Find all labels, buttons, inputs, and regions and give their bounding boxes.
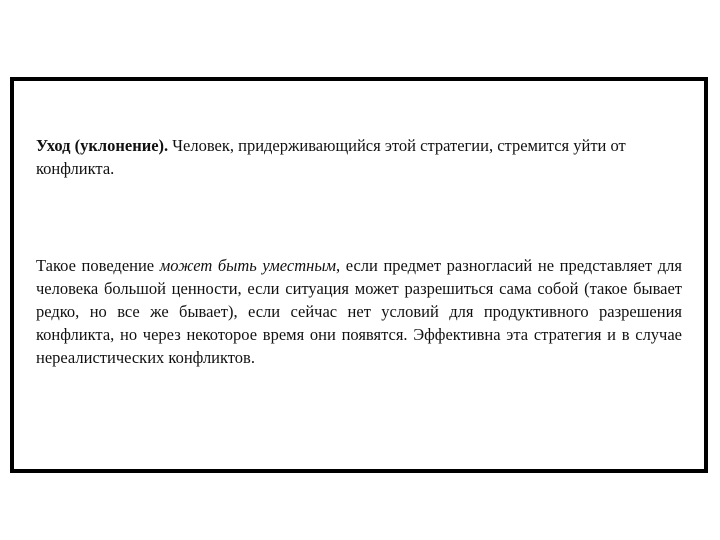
definition-text: Человек, придерживающийся этой стратегии, стремится уйти от конфликта. (36, 136, 626, 178)
paragraph-usage (36, 254, 682, 369)
usage-emphasis: может быть уместным (159, 256, 337, 275)
usage-text-after: , если предмет разногласий не представляет для человека большой ценности, если ситуация может разрешиться сама собой (такое бывает редко, но все же бывает), если сейчас нет условий для продуктивного разрешения конфликта, но через некоторое время они появятся. Эффективна эта стратегия и в случае нереалистических конфликтов. (36, 256, 683, 367)
usage-text-before: Такое поведение (36, 256, 160, 275)
term-heading: Уход (уклонение). (36, 136, 169, 155)
content-frame (10, 77, 708, 473)
paragraph-definition (36, 134, 682, 180)
